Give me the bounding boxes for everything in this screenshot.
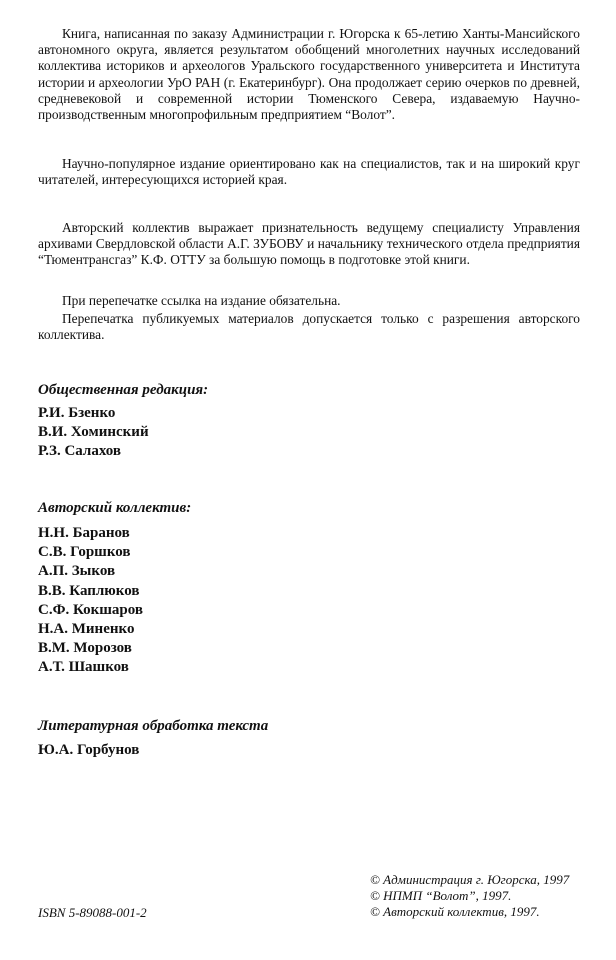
copyright-line: © Администрация г. Югорска, 1997 <box>370 872 570 887</box>
literary-editing-heading: Литературная обработка текста <box>38 718 269 734</box>
author-name: С.Ф. Кокшаров <box>38 601 143 618</box>
author-name: В.В. Каплюков <box>38 582 140 599</box>
intro-paragraph-2: Научно-популярное издание ориентировано как на специалистов, так и на широкий круг читателей, интересующихся историей края. <box>38 156 580 188</box>
reprint-permission-notice: Перепечатка публикуемых материалов допускается только с разрешения авторского коллектива. <box>38 311 580 343</box>
isbn: ISBN 5-89088-001-2 <box>38 905 147 920</box>
copyright-list <box>370 872 569 920</box>
author-name: В.М. Морозов <box>38 640 132 657</box>
author-name: А.П. Зыков <box>38 563 116 580</box>
intro-paragraph-1: Книга, написанная по заказу Администрации г. Югорска к 65-летию Ханты-Мансийского автономного округа, является результатом обобщений многолетних научных исследований коллектива историков и археологов Уральского государственного университета и Института истории и археологии УрО РАН (г. Екатеринбург). Она продолжает серию очерков по древней, средневековой и современной истории Тюменского Севера, издаваемую Научно-производственным многопрофильным предприятием “Волот”. <box>38 26 580 123</box>
copyright-line: © Авторский коллектив, 1997. <box>370 904 540 919</box>
editorial-member: Р.З. Салахов <box>38 443 121 460</box>
author-name: А.Т. Шашков <box>38 659 129 676</box>
authors-heading: Авторский коллектив: <box>38 500 192 516</box>
acknowledgements-paragraph: Авторский коллектив выражает признательность ведущему специалисту Управления архивами Свердловской области А.Г. ЗУБОВУ и начальнику технического отдела предприятия “Тюментрансгаз” К.Ф. ОТТУ за большую помощь в подготовке этой книги. <box>38 220 580 268</box>
author-name: Н.Н. Баранов <box>38 525 130 541</box>
editorial-member: Р.И. Бзенко <box>38 405 116 421</box>
editorial-board-heading: Общественная редакция: <box>38 382 209 398</box>
literary-editor-name: Ю.А. Горбунов <box>38 742 140 758</box>
author-name: Н.А. Миненко <box>38 621 135 638</box>
author-name: С.В. Горшков <box>38 544 131 561</box>
literary-editor-list <box>38 741 139 760</box>
reprint-notice: При перепечатке ссылка на издание обязательна. <box>62 293 341 308</box>
editorial-member: В.И. Хоминский <box>38 424 149 441</box>
authors-list <box>38 524 143 678</box>
copyright-line: © НПМП “Волот”, 1997. <box>370 888 512 903</box>
editorial-board-list <box>38 404 149 462</box>
